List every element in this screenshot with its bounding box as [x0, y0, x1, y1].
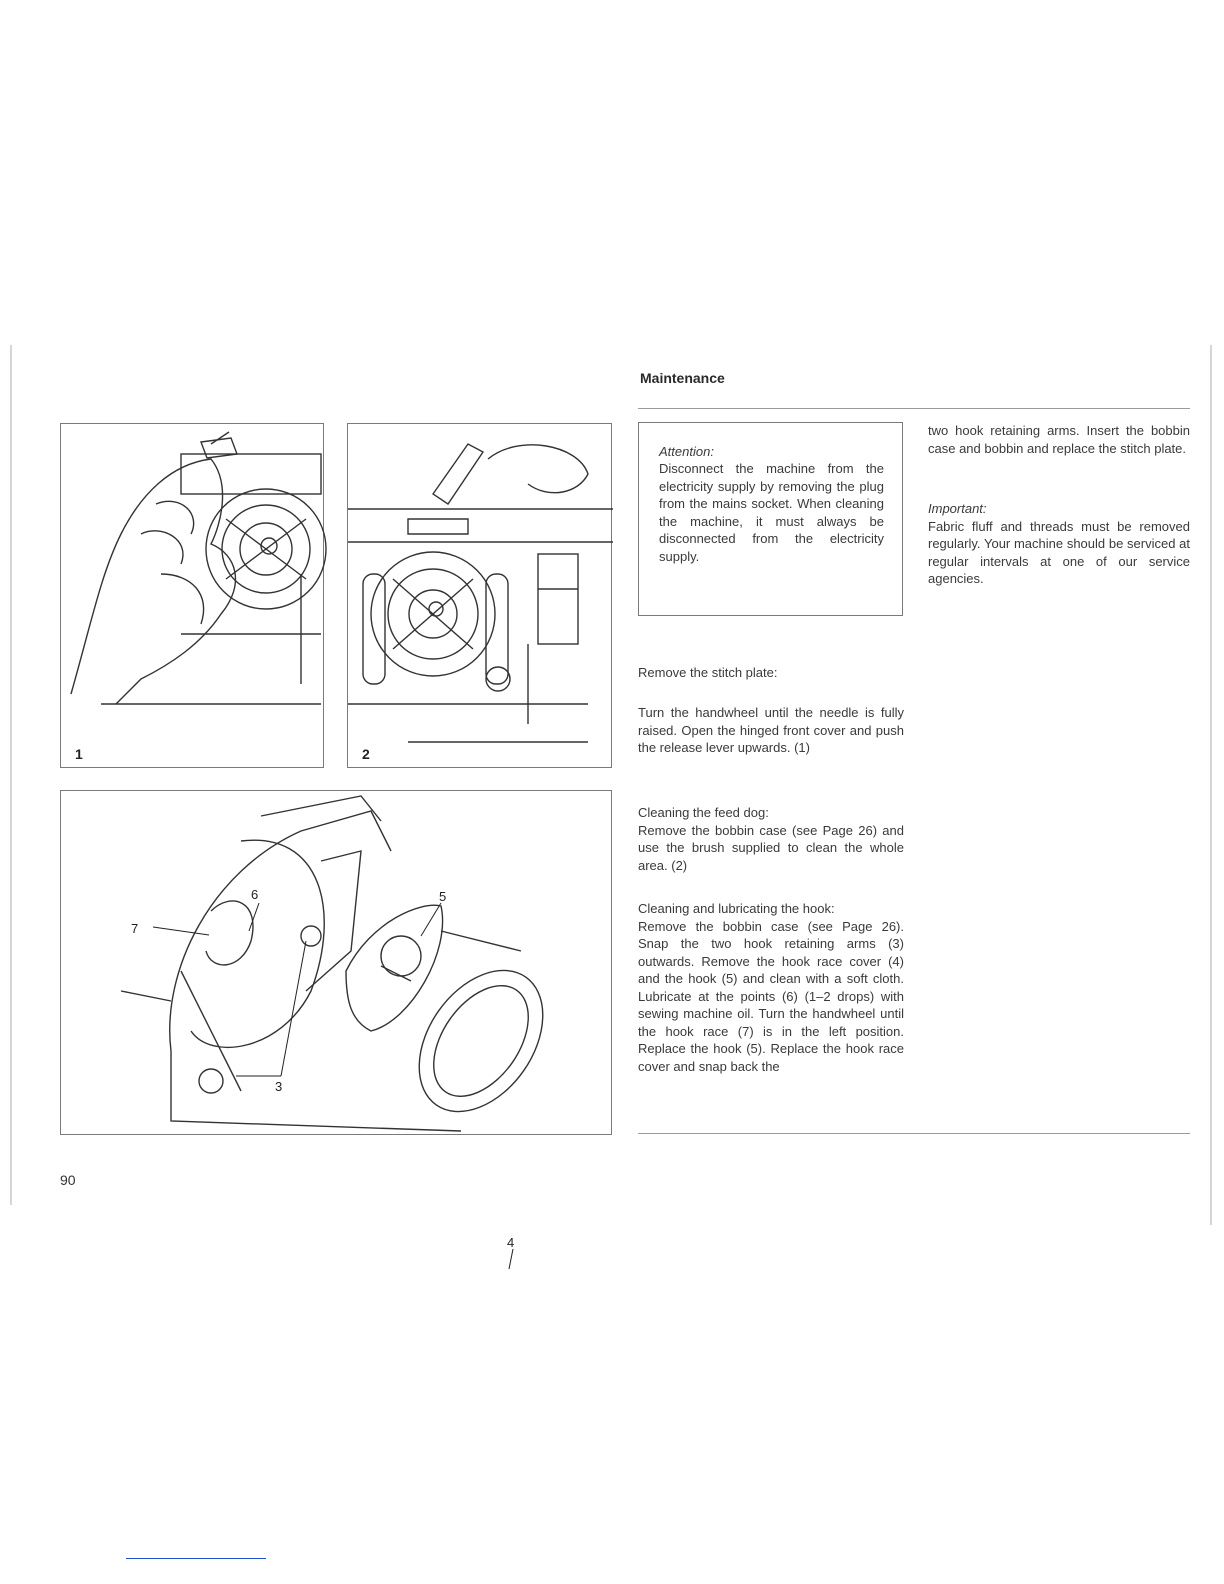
scan-edge-left — [10, 345, 12, 1205]
figure-2-number: 2 — [362, 746, 370, 762]
continued-text: two hook retaining arms. Insert the bobbin case and bobbin and replace the stitch plate. — [928, 423, 1190, 456]
callout-5: 5 — [439, 889, 447, 904]
hook-heading: Cleaning and lubricating the hook: — [638, 901, 835, 916]
footer-link-underline — [126, 1558, 266, 1559]
feed-dog-section — [638, 804, 904, 874]
page-number: 90 — [60, 1172, 76, 1188]
important-text: Fabric fluff and threads must be removed regularly. Your machine should be serviced at regular intervals at one of our service agencies. — [928, 518, 1190, 586]
callout-3: 3 — [275, 1079, 283, 1094]
continued-section — [928, 422, 1190, 457]
remove-plate-section — [638, 664, 904, 682]
callout-7: 7 — [131, 921, 139, 936]
figure-1-illustration — [61, 424, 325, 769]
attention-heading: Attention: — [659, 444, 714, 459]
figure-2 — [347, 423, 612, 768]
remove-plate-heading: Remove the stitch plate: — [638, 665, 778, 680]
figure-2-illustration — [348, 424, 613, 769]
callout-6: 6 — [251, 887, 259, 902]
figure-1 — [60, 423, 324, 768]
important-section — [928, 500, 1190, 588]
page-title: Maintenance — [640, 370, 725, 386]
hook-text: Remove the bobbin case (see Page 26). Snap the two hook retaining arms (3) outwards. Remove the hook race cover (4) and the hook (5) and clean with a soft cloth. Lubricate at the points (6) (1–2 drops) with sewing machine oil. Turn the handwheel until the hook race (7) is in the left position. Replace the hook (5). Replace the hook race cover and snap back the — [638, 918, 904, 1074]
feed-dog-heading: Cleaning the feed dog: — [638, 805, 769, 820]
feed-dog-text: Remove the bobbin case (see Page 26) and use the brush supplied to clean the whole area. (2) — [638, 822, 904, 873]
important-heading: Important: — [928, 501, 987, 516]
remove-plate-body — [638, 704, 904, 757]
attention-text: Disconnect the machine from the electricity supply by removing the plug from the mains socket. When cleaning the machine, it must always be disconnected from the electricity supply. — [659, 461, 884, 564]
remove-plate-text: Turn the handwheel until the needle is fully raised. Open the hinged front cover and push the release lever upwards. (1) — [638, 705, 904, 755]
header-rule — [638, 408, 1190, 409]
hook-section — [638, 900, 904, 1075]
callout-4: 4 — [507, 1235, 515, 1250]
scan-edge-right — [1210, 345, 1212, 1225]
figure-1-number: 1 — [75, 746, 83, 762]
footer-rule — [638, 1133, 1190, 1134]
attention-box — [638, 422, 903, 616]
